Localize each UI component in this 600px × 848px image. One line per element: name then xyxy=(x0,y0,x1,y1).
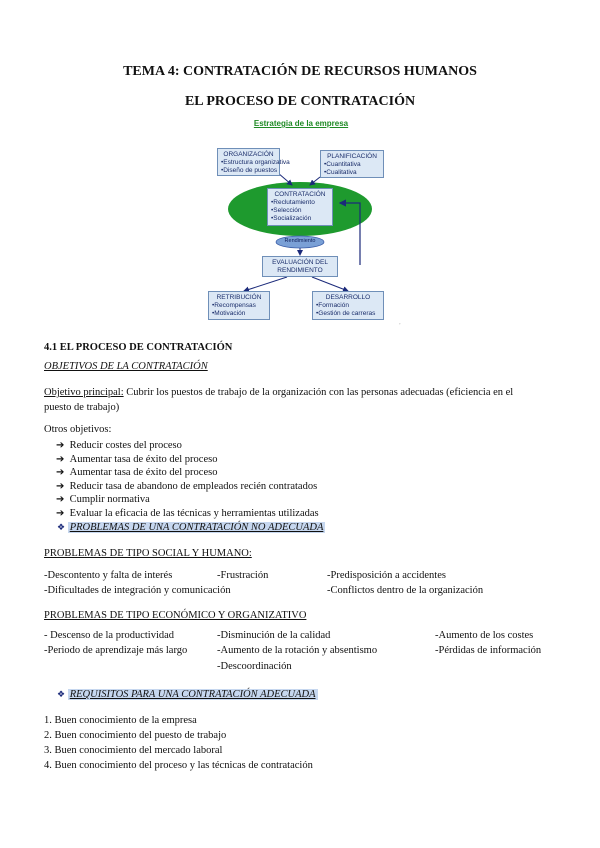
list-item-text: Reducir tasa de abandono de empleados recién contratados xyxy=(69,480,318,492)
list-item xyxy=(56,480,319,494)
retribucion-box xyxy=(208,291,270,320)
evaluacion-line-2: RENDIMIENTO xyxy=(277,267,323,274)
planificacion-head: PLANIFICACIÓN xyxy=(327,153,377,160)
section-heading: 4.1 EL PROCESO DE CONTRATACIÓN xyxy=(44,342,233,353)
retribucion-line-2: •Motivación xyxy=(212,310,246,317)
social-r1c3: -Predisposición a accidentes xyxy=(327,570,446,581)
list-item-text: Cumplir normativa xyxy=(69,494,150,505)
economico-r2c2: -Aumento de la rotación y absentismo xyxy=(217,645,378,656)
problemas-heading-text: PROBLEMAS DE UNA CONTRATACIÓN NO ADECUADA xyxy=(69,522,324,533)
arrow-right-icon: ➔ xyxy=(56,453,65,465)
requisitos-list xyxy=(44,713,313,773)
list-item xyxy=(56,507,319,521)
economico-r2c1: -Periodo de aprendizaje más largo xyxy=(44,645,188,656)
arrow-right-icon: ➔ xyxy=(56,494,65,505)
economico-r1c3: -Aumento de los costes xyxy=(435,630,534,641)
arrow-right-icon: ➔ xyxy=(56,440,65,451)
desarrollo-line-2: •Gestión de carreras xyxy=(316,310,376,317)
objetivo-principal-text-2: puesto de trabajo) xyxy=(44,402,120,413)
list-item xyxy=(56,439,319,453)
evaluacion-line-1: EVALUACIÓN DEL xyxy=(272,259,328,266)
social-r2c1: -Dificultades de integración y comunicación xyxy=(44,585,231,596)
planificacion-box xyxy=(320,150,384,178)
organizacion-line-1: •Estructura organizativa xyxy=(221,159,290,166)
economico-r1c2: -Disminución de la calidad xyxy=(217,630,331,641)
arrow-right-icon: ➔ xyxy=(56,480,65,492)
social-r1c1: -Descontento y falta de interés xyxy=(44,570,173,581)
evaluacion-box xyxy=(262,256,338,277)
otros-objetivos-label: Otros objetivos: xyxy=(44,424,112,435)
arrow-right-icon: ➔ xyxy=(56,507,65,519)
contratacion-line-2: •Selección xyxy=(271,207,302,214)
planificacion-line-1: •Cuantitativa xyxy=(324,161,361,168)
list-item: 1. Buen conocimiento de la empresa xyxy=(44,715,197,726)
retribucion-head: RETRIBUCIÓN xyxy=(216,294,262,301)
contratacion-diagram xyxy=(202,115,400,330)
social-heading: PROBLEMAS DE TIPO SOCIAL Y HUMANO: xyxy=(44,548,252,559)
list-item: 3. Buen conocimiento del mercado laboral xyxy=(44,745,223,756)
objetivo-principal-label: Objetivo principal: xyxy=(44,387,124,398)
economico-r2c3: -Pérdidas de información xyxy=(435,645,542,656)
list-item-text: Evaluar la eficacia de las técnicas y herramientas utilizadas xyxy=(69,507,319,519)
list-item xyxy=(56,466,319,480)
social-r1c2: -Frustración xyxy=(217,570,269,581)
diagram-top-label: Estrategia de la empresa xyxy=(253,119,349,128)
contratacion-line-1: •Reclutamiento xyxy=(271,199,315,206)
economico-heading: PROBLEMAS DE TIPO ECONÓMICO Y ORGANIZATIVO xyxy=(44,610,307,621)
diamond-icon: ❖ xyxy=(57,689,66,699)
desarrollo-box xyxy=(312,291,384,320)
desarrollo-line-1: •Formación xyxy=(316,302,349,309)
requisitos-heading xyxy=(57,689,318,700)
page-title: TEMA 4: CONTRATACIÓN DE RECURSOS HUMANOS xyxy=(123,64,477,79)
contratacion-line-3: •Socialización xyxy=(271,215,312,222)
svg-text:◦: ◦ xyxy=(399,321,401,326)
objetivo-principal-text-1: Cubrir los puestos de trabajo de la organización con las personas adecuadas (eficiencia en el xyxy=(123,387,514,398)
planificacion-line-2: •Cualitativa xyxy=(324,169,357,176)
arrow-right-icon: ➔ xyxy=(56,467,65,478)
page-subtitle: EL PROCESO DE CONTRATACIÓN xyxy=(184,94,416,109)
diamond-icon: ❖ xyxy=(57,522,66,532)
problemas-heading xyxy=(57,522,325,533)
list-item xyxy=(56,453,319,467)
list-item-text: Aumentar tasa de éxito del proceso xyxy=(69,467,218,478)
contratacion-head: CONTRATACIÓN xyxy=(274,191,326,198)
rendimiento-label: Rendimiento xyxy=(284,238,316,244)
retribucion-line-1: •Recompensas xyxy=(212,302,256,309)
list-item xyxy=(56,493,319,507)
list-item: 4. Buen conocimiento del proceso y las técnicas de contratación xyxy=(44,760,313,771)
objetivo-principal xyxy=(44,387,513,398)
organizacion-box xyxy=(217,148,290,176)
organizacion-line-2: •Diseño de puestos xyxy=(221,167,278,174)
list-item-text: Aumentar tasa de éxito del proceso xyxy=(69,453,218,465)
objetivos-heading: OBJETIVOS DE LA CONTRATACIÓN xyxy=(44,361,208,372)
objetivos-list xyxy=(56,439,319,520)
list-item-text: Reducir costes del proceso xyxy=(69,440,182,451)
list-item: 2. Buen conocimiento del puesto de trabajo xyxy=(44,730,227,741)
requisitos-heading-text: REQUISITOS PARA UNA CONTRATACIÓN ADECUADA xyxy=(69,689,316,700)
social-r2c3: -Conflictos dentro de la organización xyxy=(327,585,484,596)
organizacion-head: ORGANIZACIÓN xyxy=(223,151,274,158)
contratacion-box xyxy=(267,188,333,226)
desarrollo-head: DESARROLLO xyxy=(325,294,371,301)
economico-r3c2: -Descoordinación xyxy=(217,661,292,672)
economico-r1c1: - Descenso de la productividad xyxy=(44,630,175,641)
